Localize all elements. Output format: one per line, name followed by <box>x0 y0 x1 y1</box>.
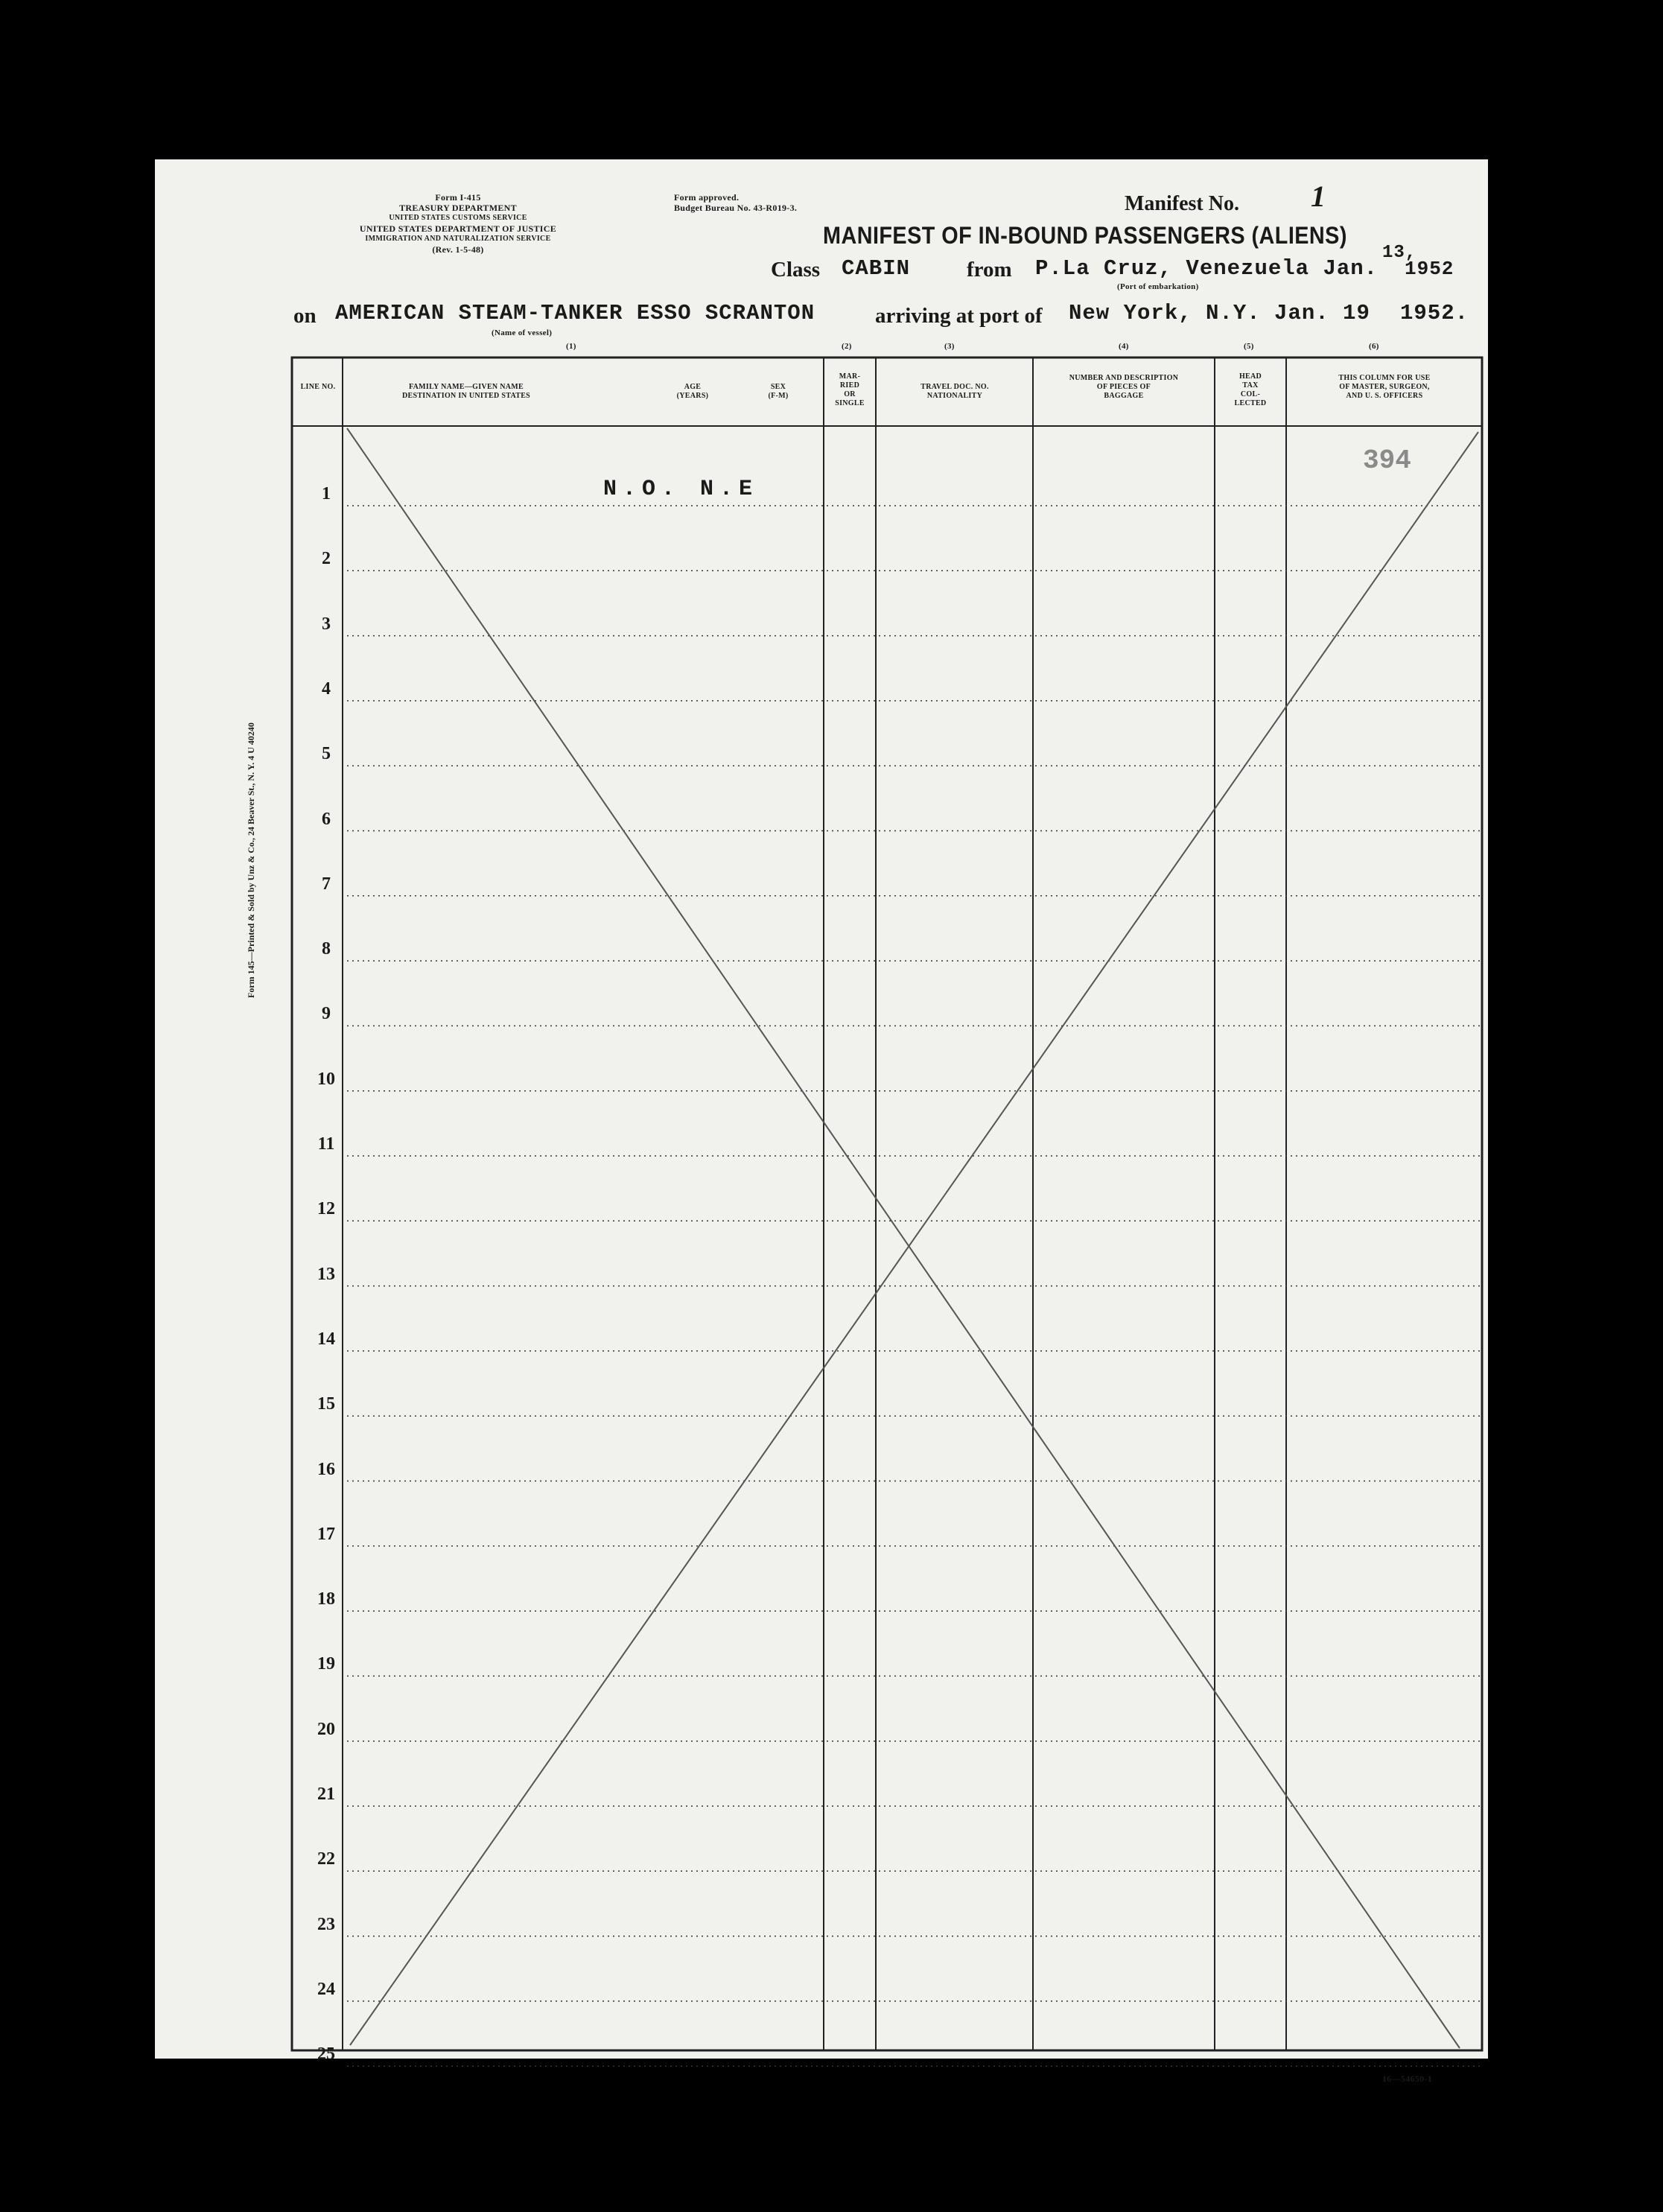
class-label: Class <box>771 258 821 282</box>
embarkation-port: P.La Cruz, Venezuela Jan. <box>1035 256 1379 281</box>
dept-treasury-sub: UNITED STATES CUSTOMS SERVICE <box>389 214 527 222</box>
line-number: 7 <box>322 874 331 894</box>
line-number: 8 <box>322 939 331 959</box>
arrival-port-date: New York, N.Y. Jan. 19 <box>1069 301 1370 325</box>
printer-note: Form 145—Printed & Sold by Unz & Co., 24 Beaver St., N. Y. 4 U 40240 <box>246 722 256 998</box>
col-number: (2) <box>842 342 852 351</box>
line-number: 19 <box>317 1654 335 1674</box>
col-number: (3) <box>944 342 955 351</box>
col-number: (6) <box>1369 342 1379 351</box>
header-officers: THIS COLUMN FOR USE OF MASTER, SURGEON, AND U. S. OFFICERS <box>1338 374 1431 400</box>
line-number: 4 <box>322 678 331 699</box>
vessel-caption: (Name of vessel) <box>492 328 553 337</box>
header-head-tax: HEAD TAX COL- LECTED <box>1234 372 1267 407</box>
approval-line1: Form approved. <box>674 192 740 203</box>
line-number: 20 <box>317 1719 335 1739</box>
line-number: 23 <box>317 1914 335 1934</box>
class-value: CABIN <box>842 256 911 281</box>
col-number: (5) <box>1244 342 1254 351</box>
dept-justice: UNITED STATES DEPARTMENT OF JUSTICE <box>359 223 557 234</box>
line-number: 5 <box>322 744 331 764</box>
arriving-label: arriving at port of <box>875 304 1043 328</box>
manifest-title: MANIFEST OF IN-BOUND PASSENGERS (ALIENS) <box>823 222 1347 249</box>
line-number: 22 <box>317 1849 335 1869</box>
line-number: 13 <box>317 1264 335 1284</box>
embarkation-day: 13, <box>1382 243 1417 263</box>
header-name: FAMILY NAME—GIVEN NAME DESTINATION IN UNITED STATES <box>401 383 531 400</box>
header-baggage: NUMBER AND DESCRIPTION OF PIECES OF BAGGAGE <box>1069 374 1179 400</box>
from-label: from <box>967 258 1012 282</box>
footer-code: 16—54650-1 <box>1382 2073 1432 2084</box>
approval-line2: Budget Bureau No. 43-R019-3. <box>674 203 798 213</box>
stamp-number: 394 <box>1363 445 1411 476</box>
dept-treasury: TREASURY DEPARTMENT <box>399 203 517 213</box>
line-number: 2 <box>322 549 331 569</box>
line-number: 12 <box>317 1199 335 1219</box>
header-travel-doc: TRAVEL DOC. NO. NATIONALITY <box>920 383 989 400</box>
line-number: 10 <box>317 1069 335 1089</box>
cancel-cross <box>347 428 1478 2048</box>
header-line-no: LINE NO. <box>300 383 336 391</box>
line-number: 21 <box>317 1784 335 1804</box>
embarkation-year: 1952 <box>1405 258 1454 280</box>
col-number: (1) <box>566 342 576 351</box>
header-sex: SEX (F-M) <box>768 383 789 400</box>
line-number: 25 <box>317 2044 335 2065</box>
line-number: 9 <box>322 1004 331 1024</box>
line-number: 16 <box>317 1459 335 1479</box>
revision-date: (Rev. 1-5-48) <box>432 244 484 255</box>
manifest-no-label: Manifest No. <box>1125 192 1239 215</box>
arrival-year: 1952. <box>1400 301 1469 325</box>
line-number: 11 <box>317 1134 335 1154</box>
line-number: 6 <box>322 809 331 829</box>
line-number: 1 <box>322 484 331 503</box>
line-number: 24 <box>317 1979 335 1999</box>
col-number: (4) <box>1119 342 1129 351</box>
line-number: 3 <box>322 614 331 634</box>
line-number: 17 <box>317 1524 335 1544</box>
port-caption: (Port of embarkation) <box>1117 282 1199 291</box>
vessel-name: AMERICAN STEAM-TANKER ESSO SCRANTON <box>335 301 815 325</box>
line-number: 14 <box>317 1329 335 1349</box>
line-number: 18 <box>317 1589 335 1609</box>
on-label: on <box>293 304 317 328</box>
header-age: AGE (YEARS) <box>676 383 709 400</box>
form-number: Form I-415 <box>435 192 481 203</box>
line-number: 15 <box>317 1394 335 1414</box>
header-married: MAR- RIED OR SINGLE <box>835 372 865 407</box>
entry-none: N.O. N.E <box>603 477 759 502</box>
manifest-no-value: 1 <box>1311 179 1326 213</box>
dept-justice-sub: IMMIGRATION AND NATURALIZATION SERVICE <box>365 235 551 243</box>
